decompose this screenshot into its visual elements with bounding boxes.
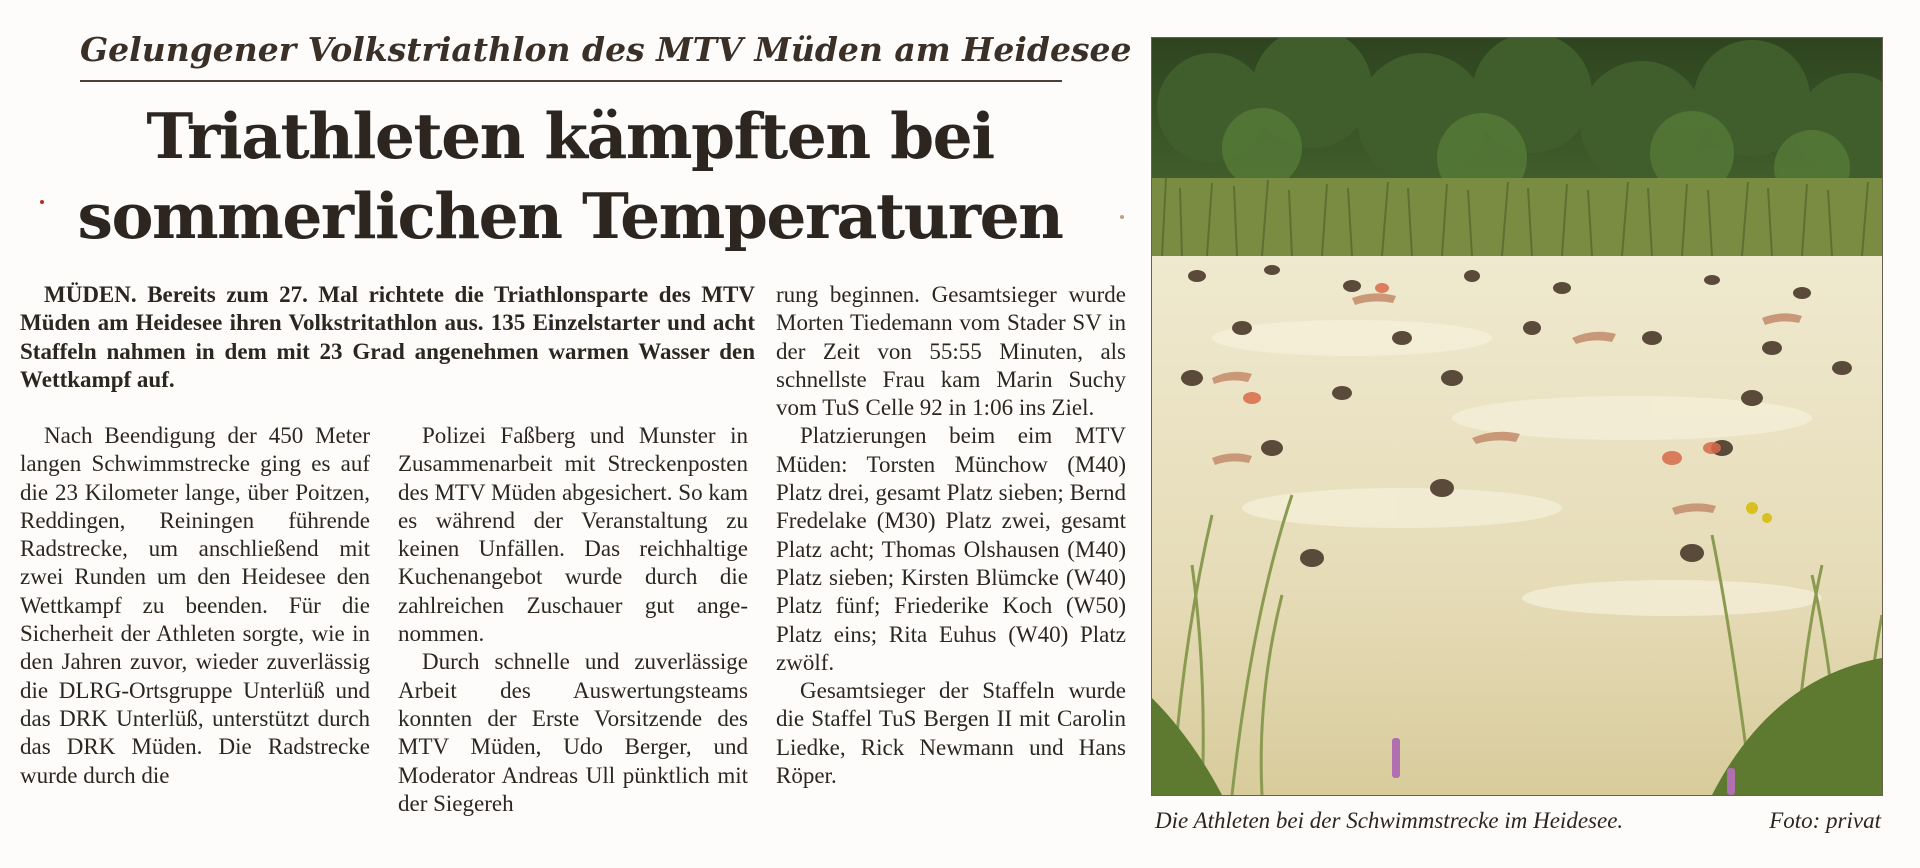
article-column-1 <box>20 422 370 790</box>
photo-credit: Foto: privat <box>1769 808 1881 833</box>
article-photo <box>1151 37 1883 796</box>
column-3-paragraph-3: Gesamtsieger der Staffeln wurde die Staffel TuS Bergen II mit Carolin Liedke, Rick Newmann und Hans Röper. <box>776 678 1126 789</box>
caption-text: Die Athleten bei der Schwimmstrecke im Heidesee. <box>1155 808 1624 833</box>
article-kicker: Gelungener Volkstriathlon des MTV Müden am Heidesee <box>80 30 1132 69</box>
article-column-3 <box>776 281 1126 790</box>
column-3-paragraph-1: rung beginnen. Gesamtsieger wurde Morten Tiedemann vom Stader SV in der Zeit von 55:55 Minuten, als schnellste Frau kam Marin Suchy vom TuS Celle 92 in 1:06 ins Ziel. <box>776 282 1126 421</box>
kicker-divider <box>80 80 1062 82</box>
column-1-paragraph-1: Nach Beendigung der 450 Meter langen Schwimmstrecke ging es auf die 23 Kilometer lange, über Poitzen, Reddingen, Reiningen führende Radstrecke, um anschließend mit zwei Runden um den Heidesee den Wettkampf zu beenden. Für die Sicherheit der Athleten sorgte, wie in den Jahren zuvor, wieder zuverlässig die DLRG-Ortsgruppe Unterlüß und das DRK Unterlüß, unterstützt durch das DRK Müden. Die Radstrecke wurde durch die <box>20 423 370 788</box>
article-lead <box>20 281 755 394</box>
column-3-paragraph-2: Platzierungen beim eim MTV Müden: Torsten Münchow (M40) Platz drei, gesamt Platz sieben; Bernd Fredelake (M30) Platz zwei, gesamt Platz acht; Thomas Olshausen (M40) Platz sieben; Kirsten Blümcke (W40) Platz fünf; Friederike Koch (W50) Platz eins; Rita Euhus (W40) Platz zwölf. <box>776 423 1126 675</box>
column-2-paragraph-1: Polizei Faßberg und Munster in Zusammenarbeit mit Streckenposten des MTV Müden abgesichert. So kam es während der Veranstaltung zu keinen Unfällen. Das reichhaltige Kuchenangebot wurde durch die zahlreichen Zuschauer gut angenommen. <box>398 423 748 647</box>
swimmers-photo-illustration <box>1152 38 1882 795</box>
article-column-2 <box>398 422 748 818</box>
headline-line-1: Triathleten kämpften bei <box>146 99 994 173</box>
article-headline <box>70 96 1070 256</box>
print-speck <box>1120 215 1124 219</box>
print-speck <box>40 200 44 204</box>
lead-paragraph: MÜDEN. Bereits zum 27. Mal richtete die Triathlonsparte des MTV Müden am Heidesee ihren Volkstritathlon aus. 135 Einzelstarter und acht Staffeln nahmen in dem mit 23 Grad angenehmen warmen Wasser den Wettkampf auf. <box>20 282 755 392</box>
headline-line-2: sommerlichen Temperaturen <box>77 179 1063 253</box>
column-2-paragraph-2: Durch schnelle und zuverlässige Arbeit des Auswertungsteams konnten der Erste Vorsitzende des MTV Müden, Udo Berger, und Moderator Andreas Ull pünktlich mit der Siegereh <box>398 649 748 816</box>
